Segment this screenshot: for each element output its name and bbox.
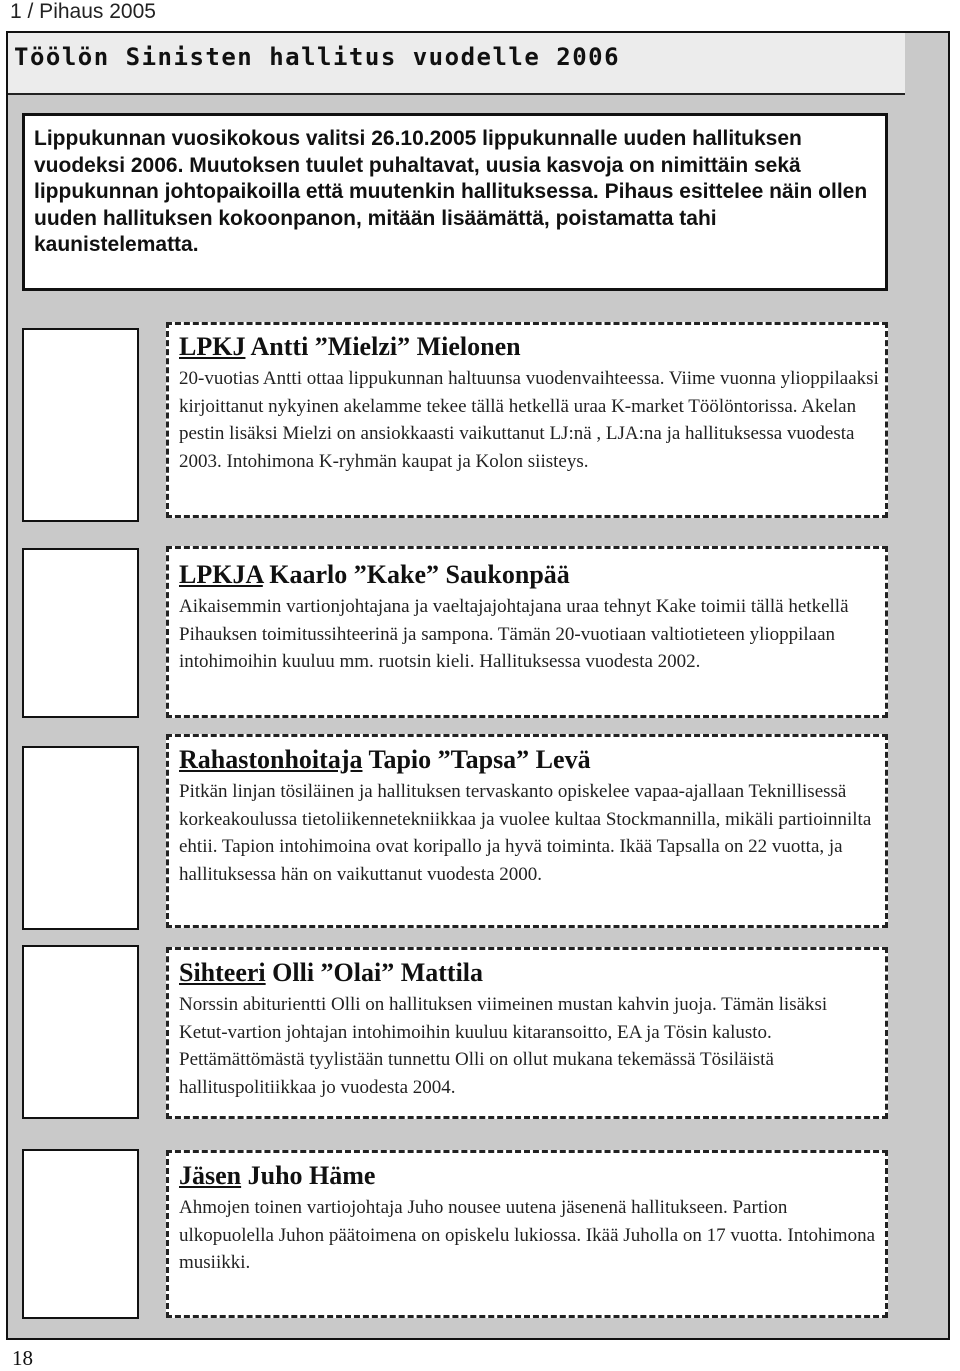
member-name: Antti ”Mielzi” Mielonen	[245, 332, 521, 361]
member-photo-placeholder	[22, 328, 139, 522]
member-heading	[179, 332, 521, 362]
member-role: Jäsen	[179, 1161, 242, 1190]
member-heading	[179, 560, 570, 590]
member-photo-placeholder	[22, 548, 139, 718]
member-photo-placeholder	[22, 945, 139, 1119]
member-heading	[179, 745, 591, 775]
member-name: Olli ”Olai” Mattila	[265, 958, 484, 987]
member-role: Rahastonhoitaja	[179, 745, 363, 774]
member-description: Pitkän linjan tösiläinen ja hallituksen tervaskanto opiskelee vapaa-ajallaan Teknillisessä korkeakoulussa tietoliikennetekniikkaa ja vuolee kultaa Stockmannilla, mikäli partioinnilta ehtii. Tapion intohimoina ovat koripallo ja hyvä toiminta. Ikää Tapsalla on 22 vuotta, ja hallituksessa hän on vaikuttanut vuodesta 2000.	[179, 781, 872, 885]
issue-header: 1 / Pihaus 2005	[10, 0, 156, 23]
member-role: LPKJ	[179, 332, 246, 361]
intro-text: Lippukunnan vuosikokous valitsi 26.10.2005 lippukunnalle uuden hallituksen vuodeksi 2006. Muutoksen tuulet puhaltavat, uusia kasvoja on nimittäin sekä lippukunnan johtopaikoilla että muutenkin hallituksessa. Pihaus esittelee näin ollen uuden hallituksen kokoonpanon, mitään lisäämättä, poistamatta tahi kaunistelematta.	[34, 127, 868, 256]
member-description: 20-vuotias Antti ottaa lippukunnan haltuunsa vuodenvaihteessa. Viime vuonna ylioppilaaksi kirjoittanut nykyinen akelamme tekee tällä hetkellä uraa K-market Töölöntorissa. Akelan pestin lisäksi Mielzi on ansiokkaasti vaikuttanut LJ:nä , LJA:na ja hallituksessa vuodesta 2003. Intohimona K-ryhmän kaupat ja Kolon siisteys.	[179, 368, 879, 472]
member-description: Norssin abiturientti Olli on hallituksen viimeinen mustan kahvin juoja. Tämän lisäksi Ketut-vartion johtajan intohimoihin kuuluu kitaransoitto, EA ja Tösin kalusto. Pettämättömästä tyylistään tunnettu Olli on ollut mukana tekemässä Tösiläistä hallituspolitiikkaa jo vuodesta 2004.	[179, 994, 828, 1098]
member-role: Sihteeri	[179, 958, 266, 987]
member-name: Kaarlo ”Kake” Saukonpää	[262, 560, 570, 589]
member-name: Tapio ”Tapsa” Levä	[362, 745, 591, 774]
member-photo-placeholder	[22, 746, 139, 930]
member-role: LPKJA	[179, 560, 263, 589]
member-heading	[179, 958, 483, 988]
member-heading	[179, 1161, 375, 1191]
page-title: Töölön Sinisten hallitus vuodelle 2006	[14, 43, 621, 71]
member-description: Ahmojen toinen vartiojohtaja Juho nousee uutena jäsenenä hallitukseen. Partion ulkopuolella Juhon päätoimena on opiskelu lukiossa. Ikää Juholla on 17 vuotta. Intohimona musiikki.	[179, 1197, 876, 1273]
page-number: 18	[12, 1346, 33, 1370]
member-name: Juho Häme	[241, 1161, 376, 1190]
member-photo-placeholder	[22, 1149, 139, 1319]
member-description: Aikaisemmin vartionjohtajana ja vaeltajajohtajana uraa tehnyt Kake toimii tällä hetkellä Pihauksen toimitussihteerinä ja sampona. Tämän 20-vuotiaan valtiotieteen ylioppilaan intohimoihin kuuluu mm. ruotsin kieli. Hallituksessa vuodesta 2002.	[179, 596, 849, 672]
